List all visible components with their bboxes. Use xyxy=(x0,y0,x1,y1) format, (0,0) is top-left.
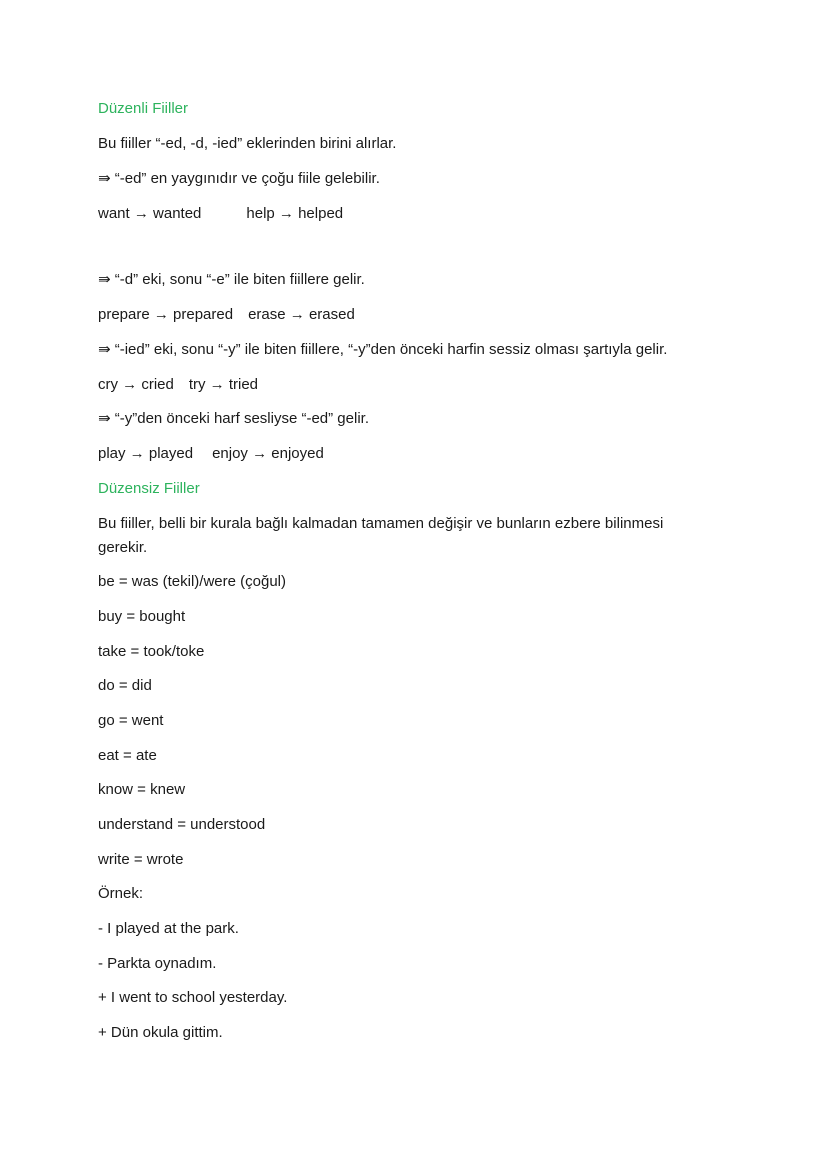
irregular-verb-eat: eat = ate xyxy=(98,747,157,764)
examples-ed xyxy=(98,204,343,224)
rule-ied: ⇛ “-ied” eki, sonu “-y” ile biten fiillere, “-y”den önceki harfin sessiz olması şartıyla gelir. xyxy=(98,341,668,358)
example-enjoy: enjoy → enjoyed xyxy=(212,445,324,462)
example-cry: cry → cried xyxy=(98,376,174,393)
irregular-verb-know: know = knew xyxy=(98,781,186,798)
regular-intro: Bu fiiller “-ed, -d, -ied” eklerinden birini alırlar. xyxy=(98,135,397,152)
example-sentence-1: - I played at the park. xyxy=(98,920,239,937)
example-want: want → wanted xyxy=(98,205,202,222)
heading-irregular-verbs: Düzensiz Fiiller xyxy=(98,480,200,497)
irregular-verb-do: do = did xyxy=(98,677,152,694)
example-try: try → tried xyxy=(188,376,259,393)
example-label: Örnek: xyxy=(98,885,144,902)
heading-regular-verbs: Düzenli Fiiller xyxy=(98,100,189,117)
irregular-verb-buy: buy = bought xyxy=(98,608,186,625)
rule-ed: ⇛ “-ed” en yaygınıdır ve çoğu fiile gelebilir. xyxy=(98,170,380,187)
example-sentence-3: + I went to school yesterday. xyxy=(98,989,288,1006)
irregular-verb-understand: understand = understood xyxy=(98,816,266,833)
example-help: help → helped xyxy=(246,205,344,222)
irregular-intro: Bu fiiller, belli bir kurala bağlı kalmadan tamamen değişir ve bunların ezbere bilinmesi gerekir. xyxy=(98,515,664,556)
examples-d xyxy=(98,305,355,325)
irregular-verb-be: be = was (tekil)/were (çoğul) xyxy=(98,573,286,590)
rule-d: ⇛ “-d” eki, sonu “-e” ile biten fiillere gelir. xyxy=(98,271,365,288)
irregular-verb-go: go = went xyxy=(98,712,164,729)
examples-ied xyxy=(98,375,258,395)
example-prepare: prepare → prepared xyxy=(98,306,234,323)
irregular-verb-write: write = wrote xyxy=(98,851,184,868)
irregular-verb-take: take = took/toke xyxy=(98,643,205,660)
example-play: play → played xyxy=(98,445,194,462)
rule-vowel-y: ⇛ “-y”den önceki harf sesliyse “-ed” gelir. xyxy=(98,410,369,427)
example-sentence-4: + Dün okula gittim. xyxy=(98,1024,223,1041)
examples-vowel-y xyxy=(98,444,324,464)
example-sentence-2: - Parkta oynadım. xyxy=(98,955,217,972)
example-erase: erase → erased xyxy=(248,306,355,323)
